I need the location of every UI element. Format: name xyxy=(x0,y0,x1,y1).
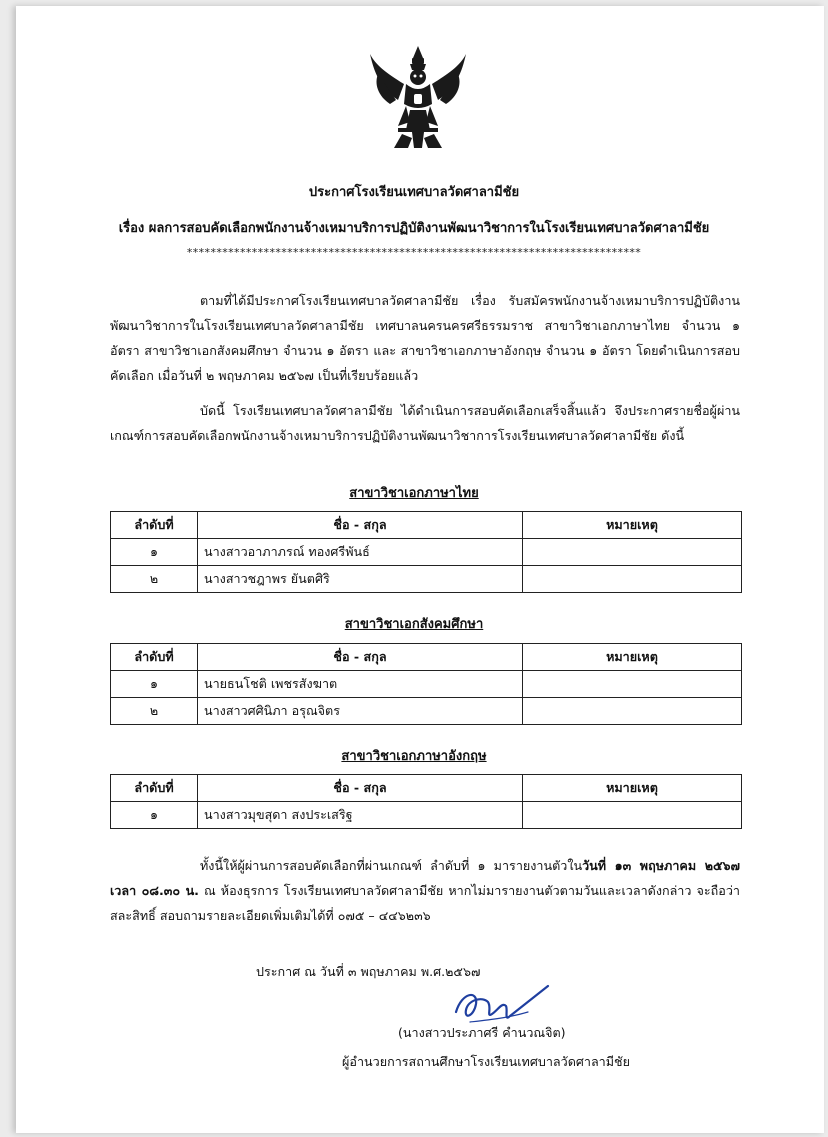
col-no-header: ลำดับที่ xyxy=(111,644,198,671)
col-no-header: ลำดับที่ xyxy=(111,775,198,802)
candidates-table-thai xyxy=(110,511,742,593)
col-name-header: ชื่อ - สกุล xyxy=(198,775,523,802)
signer-position: ผู้อำนวยการสถานศึกษาโรงเรียนเทศบาลวัดศาลามีชัย xyxy=(342,1054,630,1069)
announcement-date: ประกาศ ณ วันที่ ๓ พฤษภาคม พ.ศ.๒๕๖๗ xyxy=(256,964,481,979)
row-no: ๑ xyxy=(111,671,198,698)
col-note-header: หมายเหตุ xyxy=(523,644,742,671)
section-title-social: สาขาวิชาเอกสังคมศึกษา xyxy=(344,617,484,632)
row-no: ๑ xyxy=(111,802,198,829)
intro-paragraph: ตามที่ได้มีประกาศโรงเรียนเทศบาลวัดศาลามีชัย เรื่อง รับสมัครพนักงานจ้างเหมาบริการปฏิบัติงานพัฒนาวิชาการในโรงเรียนเทศบาลวัดศาลามีชัย เทศบาลนครนครศรีธรรมราช สาขาวิชาเอกภาษาไทย จำนวน ๑ อัตรา สาขาวิชาเอกสังคมศึกษา จำนวน ๑ อัตรา และ สาขาวิชาเอกภาษาอังกฤษ จำนวน ๑ อัตรา โดยดำเนินการสอบคัดเลือก เมื่อวันที่ ๒ พฤษภาคม ๒๕๖๗ เป็นที่เรียบร้อยแล้ว xyxy=(110,293,740,383)
table-row xyxy=(111,539,742,566)
table-header-row xyxy=(111,775,742,802)
table-header-row xyxy=(111,512,742,539)
col-no-header: ลำดับที่ xyxy=(111,512,198,539)
row-note xyxy=(523,671,742,698)
row-name: นางสาวมุขสุดา สงประเสริฐ xyxy=(198,802,523,829)
table-row xyxy=(111,698,742,725)
signature-icon xyxy=(448,982,558,1028)
candidates-table-english xyxy=(110,774,742,829)
report-text-a: ทั้งนี้ให้ผู้ผ่านการสอบคัดเลือกที่ผ่านเกณฑ์ ลำดับที่ ๑ มารายงานตัวใน xyxy=(200,858,583,873)
announcement-title: ประกาศโรงเรียนเทศบาลวัดศาลามีชัย xyxy=(308,185,520,200)
table-header-row xyxy=(111,644,742,671)
candidates-table-social xyxy=(110,643,742,725)
row-name: นางสาวอาภาภรณ์ ทองศรีพันธ์ xyxy=(198,539,523,566)
separator-line: ***************************************************************************** xyxy=(186,246,642,259)
row-note xyxy=(523,698,742,725)
row-no: ๒ xyxy=(111,698,198,725)
section-title-english: สาขาวิชาเอกภาษาอังกฤษ xyxy=(341,749,487,764)
col-name-header: ชื่อ - สกุล xyxy=(198,644,523,671)
col-name-header: ชื่อ - สกุล xyxy=(198,512,523,539)
table-row xyxy=(111,566,742,593)
announcement-subject: เรื่อง ผลการสอบคัดเลือกพนักงานจ้างเหมาบริการปฏิบัติงานพัฒนาวิชาการในโรงเรียนเทศบาลวัดศาลามีชัย xyxy=(118,221,710,236)
col-note-header: หมายเหตุ xyxy=(523,512,742,539)
report-text-c: ณ ห้องธุรการ โรงเรียนเทศบาลวัดศาลามีชัย หากไม่มารายงานตัวตามวันและเวลาดังกล่าว จะถือว่าสละสิทธิ์ สอบถามรายละเอียดเพิ่มเติมได้ที่ ๐๗๕ – ๔๔๖๒๓๖ xyxy=(110,883,741,923)
col-note-header: หมายเหตุ xyxy=(523,775,742,802)
table-row xyxy=(111,671,742,698)
announcement-paragraph: บัดนี้ โรงเรียนเทศบาลวัดศาลามีชัย ได้ดำเนินการสอบคัดเลือกเสร็จสิ้นแล้ว จึงประกาศรายชื่อผู้ผ่านเกณฑ์การสอบคัดเลือกพนักงานจ้างเหมาบริการปฏิบัติงานพัฒนาวิชาการโรงเรียนเทศบาลวัดศาลามีชัย ดังนี้ xyxy=(110,403,740,443)
section-title-thai: สาขาวิชาเอกภาษาไทย xyxy=(349,486,479,501)
row-no: ๒ xyxy=(111,566,198,593)
report-date-time: วันที่ ๑๓ พฤษภาคม ๒๕๖๗ เวลา ๐๘.๓๐ น. xyxy=(110,858,740,898)
row-name: นายธนโชติ เพชรสังฆาต xyxy=(198,671,523,698)
row-note xyxy=(523,539,742,566)
report-instructions-paragraph xyxy=(110,853,740,928)
table-row xyxy=(111,802,742,829)
row-name: นางสาวชฎาพร ยันตศิริ xyxy=(198,566,523,593)
row-name: นางสาวศศินิภา อรุณจิตร xyxy=(198,698,523,725)
garuda-emblem-icon xyxy=(368,44,468,152)
row-note xyxy=(523,802,742,829)
row-no: ๑ xyxy=(111,539,198,566)
signer-name: (นางสาวประภาศรี คำนวณจิต) xyxy=(398,1025,566,1040)
row-note xyxy=(523,566,742,593)
